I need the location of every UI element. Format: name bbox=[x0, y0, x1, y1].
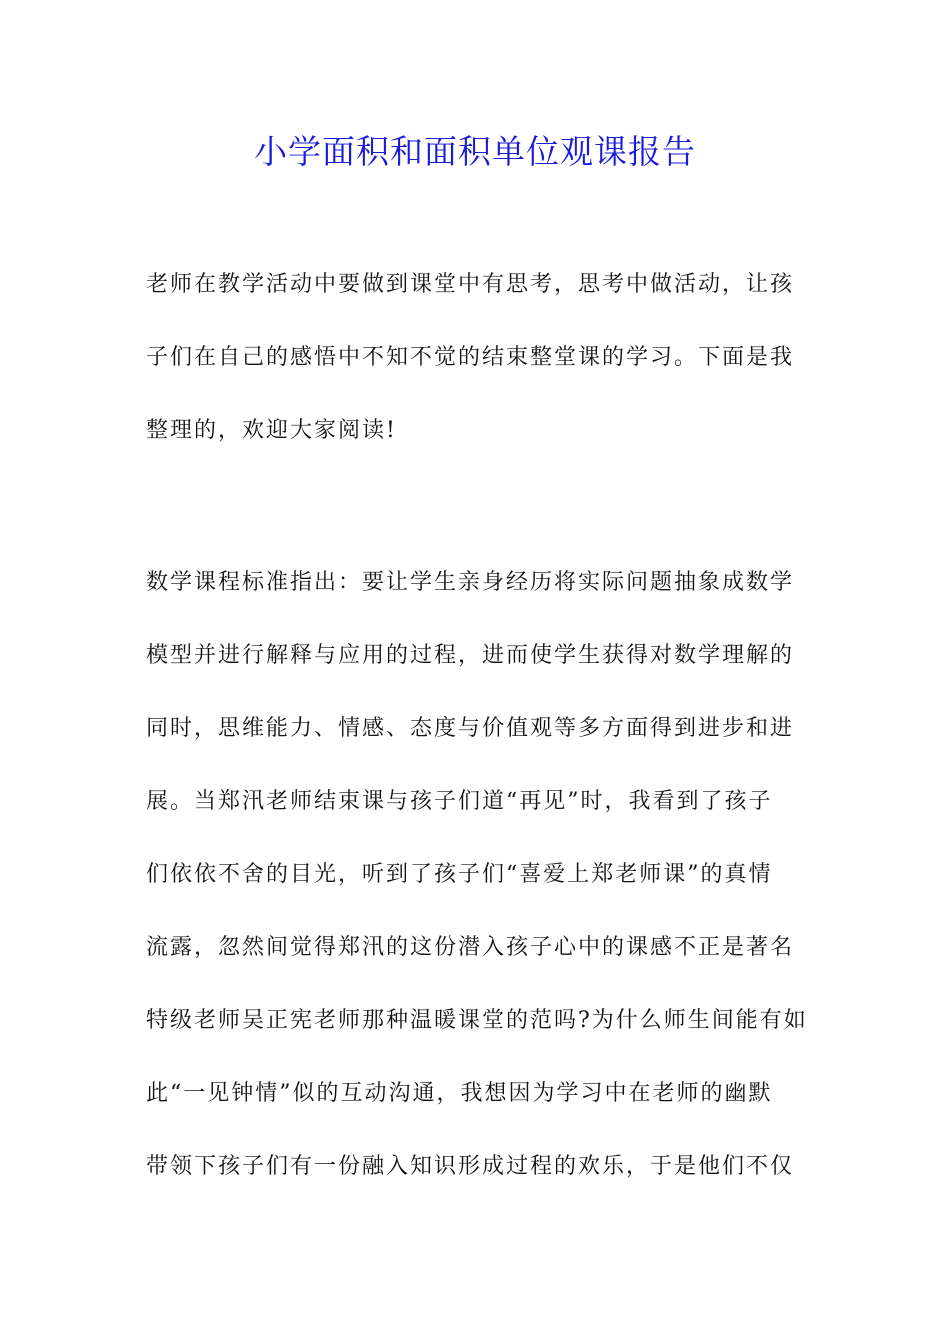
body-line: 展。当郑汛老师结束课与孩子们道“再见”时，我看到了孩子 bbox=[146, 789, 773, 814]
body-line: 数学课程标准指出：要让学生亲身经历将实际问题抽象成数学 bbox=[146, 570, 795, 595]
intro-line: 子们在自己的感悟中不知不觉的结束整堂课的学习。下面是我 bbox=[146, 345, 795, 370]
body-line: 们依依不舍的目光，听到了孩子们“喜爱上郑老师课”的真情 bbox=[146, 862, 773, 887]
body-line: 流露，忽然间觉得郑汛的这份潜入孩子心中的课感不正是著名 bbox=[146, 935, 795, 960]
body-line: 此“一见钟情”似的互动沟通，我想因为学习中在老师的幽默 bbox=[146, 1081, 773, 1106]
document-title: 小学面积和面积单位观课报告 bbox=[254, 132, 696, 171]
intro-line: 整理的，欢迎大家阅读! bbox=[146, 418, 397, 443]
body-line: 同时，思维能力、情感、态度与价值观等多方面得到进步和进 bbox=[146, 716, 795, 741]
body-line: 特级老师吴正宪老师那种温暖课堂的范吗?为什么师生间能有如 bbox=[146, 1008, 808, 1033]
intro-line: 老师在教学活动中要做到课堂中有思考，思考中做活动，让孩 bbox=[146, 272, 795, 297]
body-line: 模型并进行解释与应用的过程，进而使学生获得对数学理解的 bbox=[146, 643, 795, 668]
body-line: 带领下孩子们有一份融入知识形成过程的欢乐，于是他们不仅 bbox=[146, 1154, 795, 1179]
body-paragraph bbox=[146, 568, 806, 1225]
intro-paragraph bbox=[146, 270, 806, 489]
